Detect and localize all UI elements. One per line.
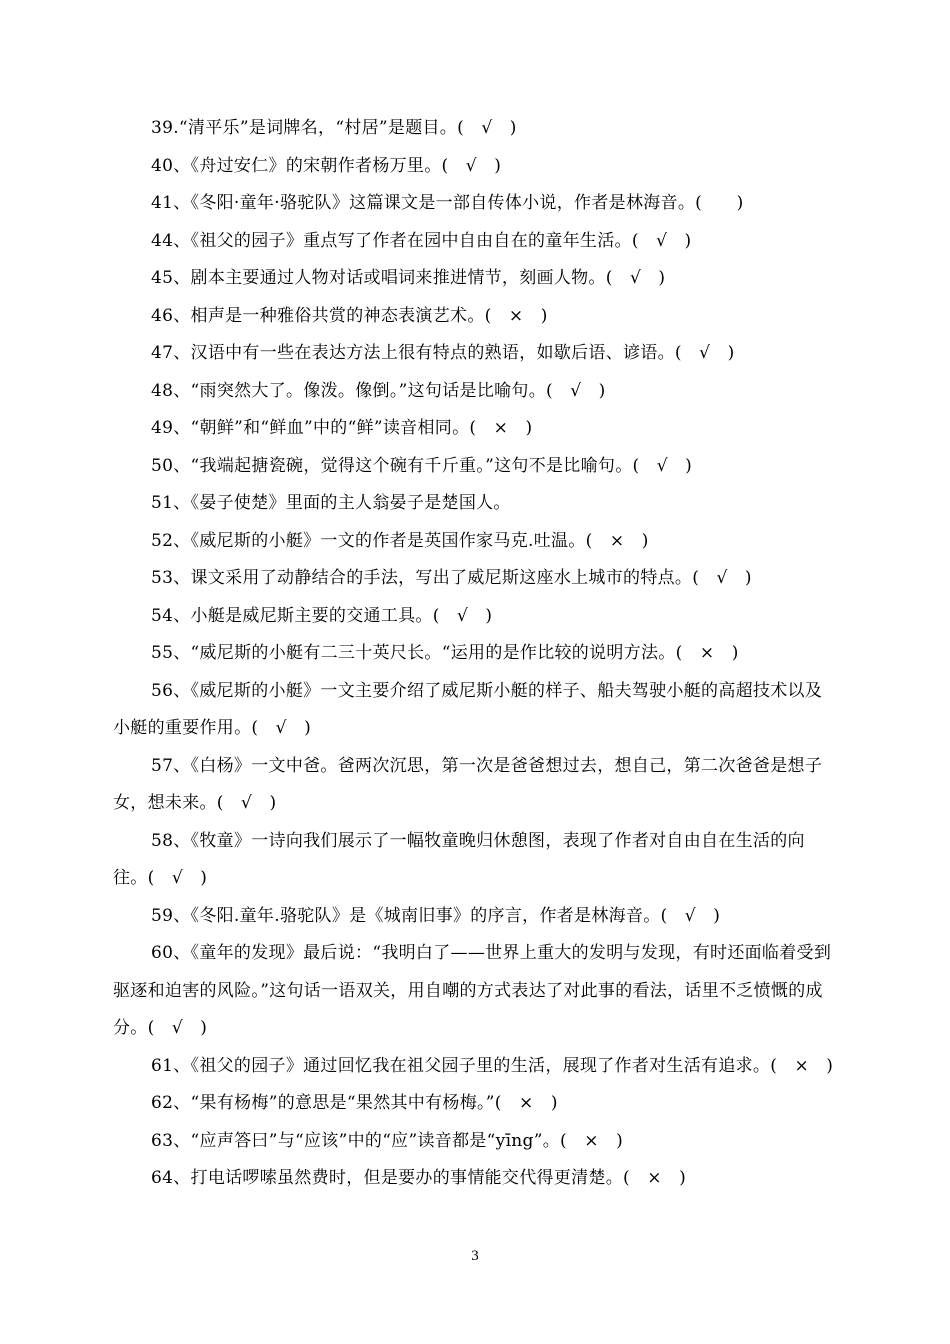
question-item: 47、汉语中有一些在表达方法上很有特点的熟语，如歇后语、谚语。( √ ) (151, 343, 735, 363)
question-list (113, 110, 838, 1198)
question-item: 48、“雨突然大了。像泼。像倒。”这句话是比喻句。( √ ) (151, 380, 606, 401)
question-item: 41、《冬阳·童年·骆驼队》这篇课文是一部自传体小说，作者是林海音。( ) (151, 193, 744, 213)
question-item: 55、“威尼斯的小艇有二三十英尺长。“运用的是作比较的说明方法。( × ) (151, 643, 739, 663)
question-item: 44、《祖父的园子》重点写了作者在园中自由自在的童年生活。( √ ) (151, 230, 692, 251)
question-item: 52、《威尼斯的小艇》一文的作者是英国作家马克.吐温。( × ) (151, 530, 649, 551)
question-item: 39.“清平乐”是词牌名，“村居”是题目。( √ ) (151, 118, 517, 138)
question-item: 57、《白杨》一文中爸。爸两次沉思，第一次是爸爸想过去，想自己，第二次爸爸是想子女，想未来。( √ ) (113, 755, 823, 813)
question-item: 49、“朝鲜”和“鲜血”中的“鲜”读音相同。( × ) (151, 418, 533, 438)
question-item: 50、“我端起搪瓷碗，觉得这个碗有千斤重。”这句不是比喻句。( √ ) (151, 455, 693, 476)
question-item: 54、小艇是威尼斯主要的交通工具。( √ ) (151, 605, 493, 626)
question-item: 62、“果有杨梅”的意思是“果然其中有杨梅。”( × ) (151, 1093, 558, 1113)
question-item: 56、《威尼斯的小艇》一文主要介绍了威尼斯小艇的样子、船夫驾驶小艇的高超技术以及小艇的重要作用。( √ ) (113, 680, 823, 738)
question-item: 61、《祖父的园子》通过回忆我在祖父园子里的生活，展现了作者对生活有追求。( × ) (151, 1055, 834, 1076)
question-item: 63、“应声答曰”与“应该”中的“应”读音都是“yīng”。( × ) (151, 1130, 624, 1151)
question-item: 64、打电话啰嗦虽然费时，但是要办的事情能交代得更清楚。( × ) (151, 1168, 687, 1188)
question-item: 59、《冬阳.童年.骆驼队》是《城南旧事》的序言，作者是林海音。( √ ) (151, 905, 721, 926)
question-item: 60、《童年的发现》最后说：“我明白了——世界上重大的发明与发现，有时还面临着受到驱逐和迫害的风险。”这句话一语双关，用自嘲的方式表达了对此事的看法，话里不乏愤慨的成分。( √ ) (113, 943, 832, 1038)
page-number: 3 (471, 1248, 479, 1264)
question-item: 40、《舟过安仁》的宋朝作者杨万里。( √ ) (151, 155, 502, 176)
question-item: 51、《晏子使楚》里面的主人翁晏子是楚国人。 (151, 493, 511, 513)
question-item: 46、相声是一种雅俗共赏的神态表演艺术。( × ) (151, 305, 548, 326)
question-item: 58、《牧童》一诗向我们展示了一幅牧童晚归休憩图，表现了作者对自由自在生活的向往。( √ ) (113, 830, 805, 888)
question-item: 45、剧本主要通过人物对话或唱词来推进情节，刻画人物。( √ ) (151, 268, 666, 288)
question-item: 53、课文采用了动静结合的手法，写出了威尼斯这座水上城市的特点。( √ ) (151, 568, 752, 588)
